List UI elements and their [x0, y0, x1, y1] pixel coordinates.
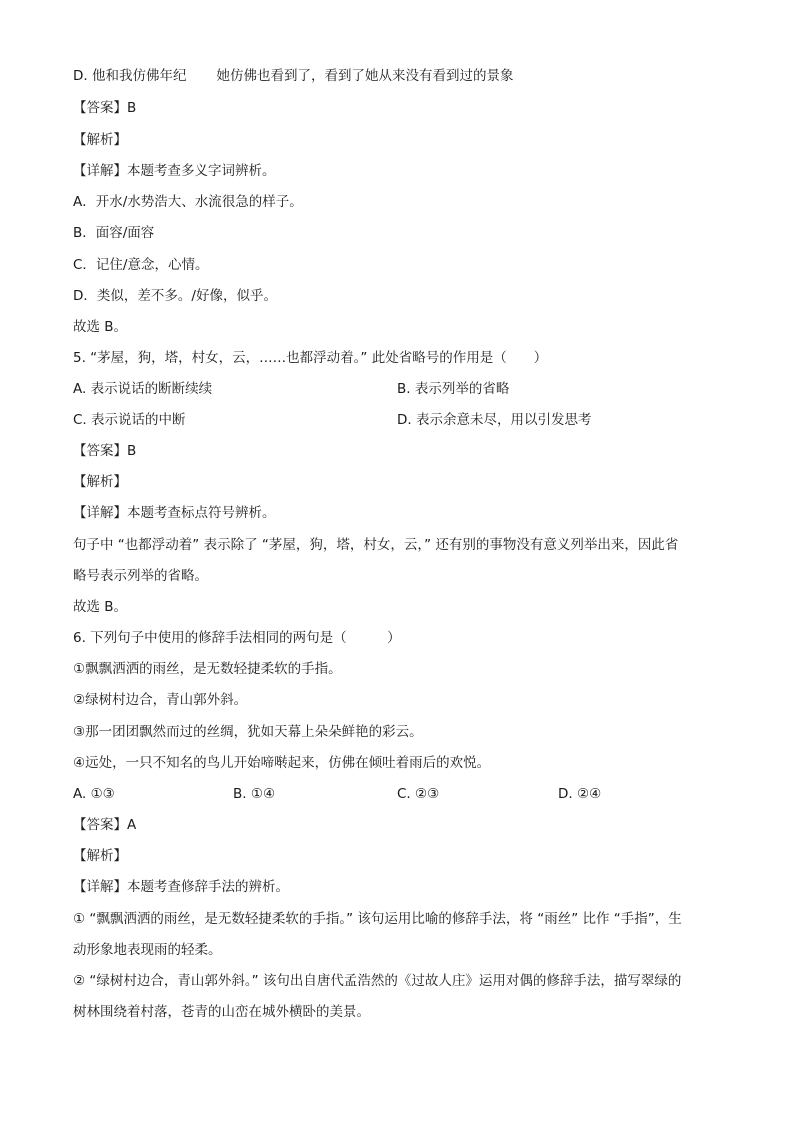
answer-tag: 【答案】: [73, 817, 127, 833]
detail-tag: 【详解】: [73, 505, 127, 521]
q4-point-d: D．类似，差不多。/好像，似乎。: [73, 288, 277, 304]
q5-option-a: A. 表示说话的断断续续: [73, 381, 213, 397]
q6-explain-1-line-1: ① “飘飘洒洒的雨丝，是无数轻捷柔软的手指。” 该句运用比喻的修辞手法，将 “雨丝” 比作 “手指”，生: [73, 911, 682, 927]
detail-text: 本题考查标点符号辨析。: [127, 505, 276, 521]
detail-tag: 【详解】: [73, 879, 127, 895]
q6-explain-2-line-1: ② “绿树村边合，青山郭外斜。” 该句出自唐代孟浩然的《过故人庄》运用对偶的修辞手法，描写翠绿的: [73, 973, 682, 989]
q5-answer: [73, 441, 136, 461]
q4-analysis-tag: 【解析】: [73, 132, 127, 148]
detail-text: 本题考查多义字词辨析。: [127, 163, 276, 179]
q6-sentence-1: ①飘飘洒洒的雨丝，是无数轻捷柔软的手指。: [73, 661, 342, 677]
q6-explain-2-line-2: 树林围绕着村落，苍青的山峦在城外横卧的美景。: [73, 1004, 370, 1020]
q5-detail: [73, 503, 276, 523]
q6-sentence-2: ②绿树村边合，青山郭外斜。: [73, 692, 248, 708]
q6-detail: [73, 877, 289, 897]
q4-conclusion: 故选 B。: [73, 319, 128, 335]
q6-analysis-tag: 【解析】: [73, 848, 127, 864]
q6-option-a: A. ①③: [73, 786, 115, 802]
q4-detail: [73, 161, 276, 181]
detail-tag: 【详解】: [73, 163, 127, 179]
detail-text: 本题考查修辞手法的辨析。: [127, 879, 289, 895]
q6-stem: 6. 下列句子中使用的修辞手法相同的两句是（ ）: [73, 630, 401, 646]
q4-point-a: A．开水/水势浩大、水流很急的样子。: [73, 194, 303, 210]
q5-explain-line-2: 略号表示列举的省略。: [73, 568, 208, 584]
q6-sentence-3: ③那一团团飘然而过的丝绸，犹如天幕上朵朵鲜艳的彩云。: [73, 724, 423, 740]
q5-explain-line-1: 句子中 “也都浮动着” 表示除了 “茅屋，狗，塔，村女，云，” 还有别的事物没有意义列举出来，因此省: [73, 537, 679, 553]
answer-tag: 【答案】: [73, 443, 127, 459]
q6-explain-1-line-2: 动形象地表现雨的轻柔。: [73, 942, 222, 958]
q6-option-c: C. ②③: [397, 786, 440, 802]
answer-value: B: [127, 443, 137, 459]
q5-option-b: B. 表示列举的省略: [397, 381, 510, 397]
q5-analysis-tag: 【解析】: [73, 474, 127, 490]
q5-option-d: D. 表示余意未尽，用以引发思考: [397, 412, 592, 428]
q5-option-c: C. 表示说话的中断: [73, 412, 186, 428]
q6-sentence-4: ④远处，一只不知名的鸟儿开始啼啭起来，仿佛在倾吐着雨后的欢悦。: [73, 755, 491, 771]
q4-point-b: B．面容/面容: [73, 225, 155, 241]
q4-point-c: C．记住/意念，心情。: [73, 257, 209, 273]
q6-answer: [73, 815, 136, 835]
q5-stem: 5. “茅屋，狗，塔，村女，云，……也都浮动着。” 此处省略号的作用是（ ）: [73, 350, 548, 366]
q4-option-d-left: D. 他和我仿佛年纪: [73, 68, 187, 84]
q4-option-d-right: 她仿佛也看到了，看到了她从来没有看到过的景象: [216, 68, 514, 84]
q4-option-d: [73, 66, 513, 86]
q4-answer: [73, 98, 136, 118]
q6-option-d: D. ②④: [558, 786, 602, 802]
q5-conclusion: 故选 B。: [73, 599, 128, 615]
answer-value: B: [127, 100, 137, 116]
answer-value: A: [127, 817, 137, 833]
q6-option-b: B. ①④: [233, 786, 276, 802]
answer-tag: 【答案】: [73, 100, 127, 116]
